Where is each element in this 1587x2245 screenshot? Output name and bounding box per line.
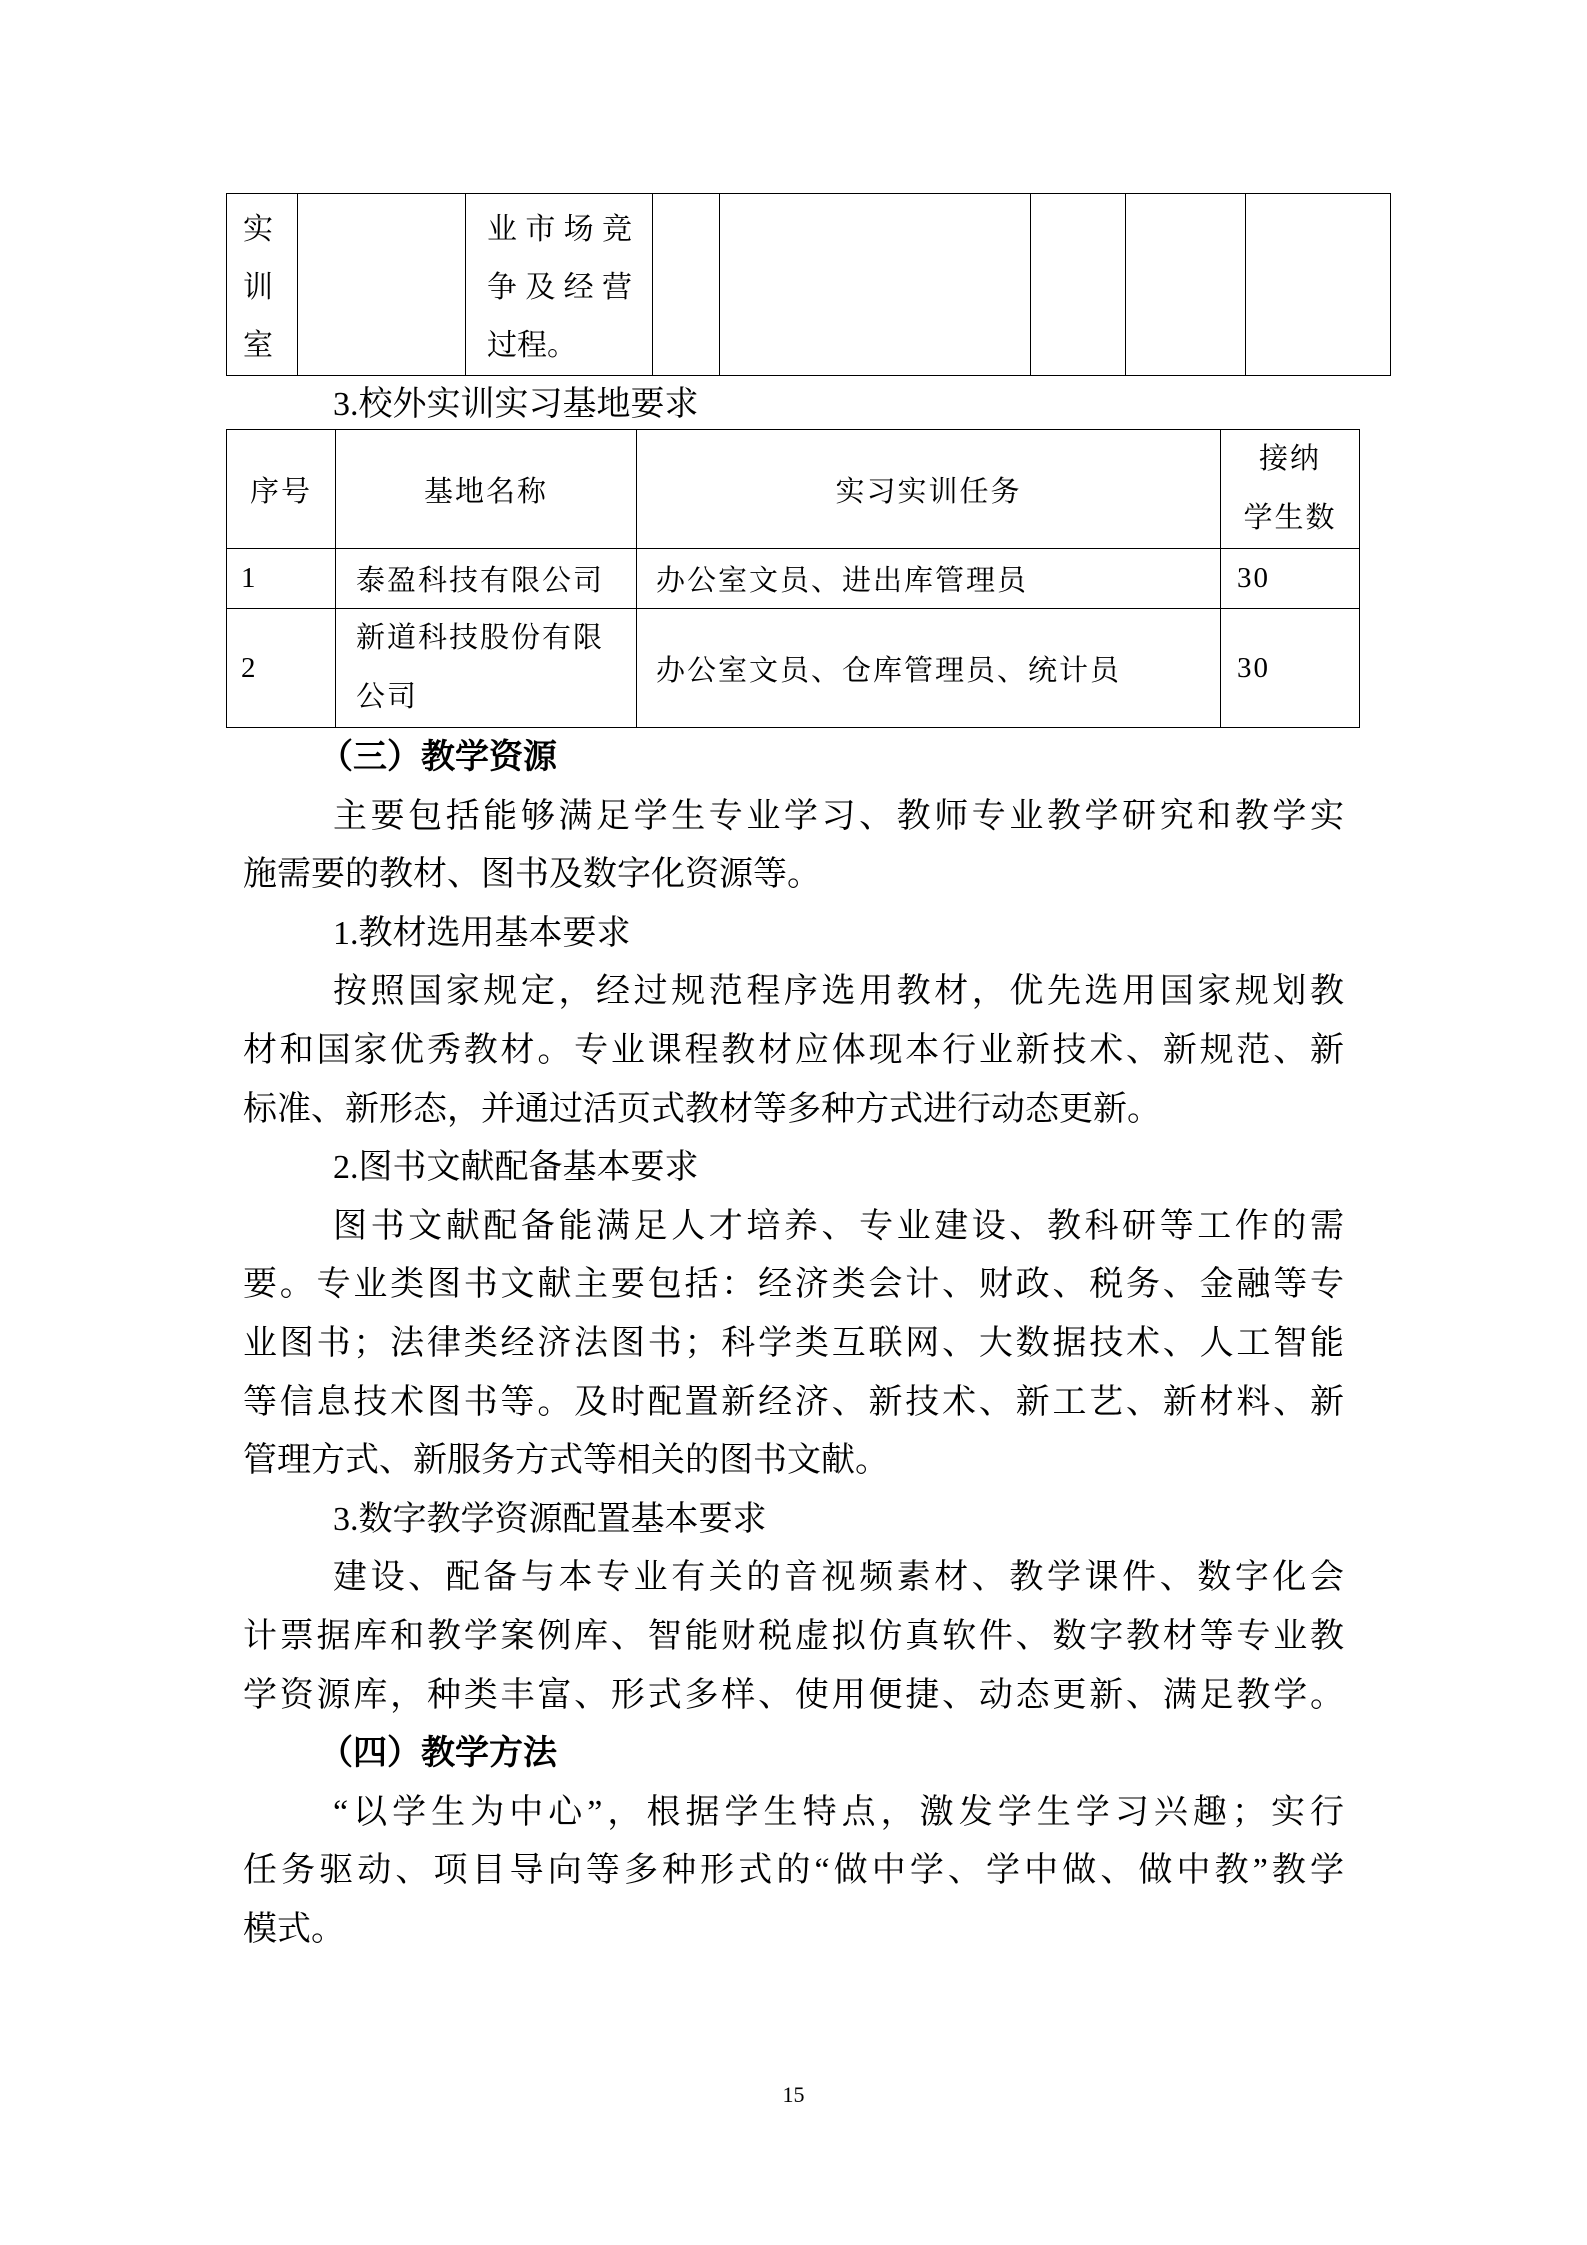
table-row: [227, 609, 1360, 728]
table-cell-empty: [653, 194, 720, 376]
section-heading: （四）教学方法: [319, 1735, 557, 1773]
cell-capacity: 30: [1221, 549, 1360, 609]
cell-task: 办公室文员、仓库管理员、统计员: [637, 609, 1221, 728]
header-capacity-line: 学生数: [1243, 502, 1337, 534]
table-cell-description: [466, 194, 653, 376]
subsection-title: 2.图书文献配备基本要求: [333, 1149, 699, 1187]
paragraph-line: 学资源库，种类丰富、形式多样、使用便捷、动态更新、满足教学。: [243, 1676, 1344, 1714]
body-text: [243, 729, 1344, 1959]
cell-text-line: 争及经营: [487, 271, 632, 304]
table-row: [227, 194, 1391, 376]
paragraph-line: 材和国家优秀教材。专业课程教材应体现本行业新技术、新规范、新: [243, 1031, 1344, 1069]
table-cell-empty: [298, 194, 466, 376]
subsection-title: 1.教材选用基本要求: [333, 914, 631, 952]
cell-text-line: 泰盈科技有限公司: [356, 565, 605, 597]
table-cell-empty: [1031, 194, 1126, 376]
table-row: [227, 549, 1360, 609]
header-capacity-line: 接纳: [1258, 443, 1321, 475]
off-campus-base-table: [226, 429, 1360, 728]
section-subtitle: 3.校外实训实习基地要求: [333, 386, 699, 423]
cell-task: 办公室文员、进出库管理员: [637, 549, 1221, 609]
paragraph-line: 建设、配备与本专业有关的音视频素材、教学课件、数字化会: [333, 1559, 1344, 1597]
paragraph-line: 图书文献配备能满足人才培养、专业建设、教科研等工作的需: [333, 1207, 1344, 1245]
header-task: 实习实训任务: [637, 430, 1221, 549]
table-cell-room-type: [227, 194, 298, 376]
header-base-name: 基地名称: [336, 430, 637, 549]
cell-text-line: 新道科技股份有限: [356, 622, 605, 654]
page-number: 15: [782, 2082, 805, 2107]
paragraph-line: 主要包括能够满足学生专业学习、教师专业教学研究和教学实: [333, 797, 1344, 835]
table-cell-empty: [1126, 194, 1246, 376]
cell-index: 2: [227, 609, 336, 728]
section-heading: （三）教学资源: [319, 739, 557, 776]
subsection-title: 3.数字教学资源配置基本要求: [333, 1500, 767, 1538]
paragraph-line: 计票据库和教学案例库、智能财税虚拟仿真软件、数字教材等专业教: [243, 1617, 1344, 1655]
cell-text-line: 实: [243, 213, 273, 246]
paragraph-line: 标准、新形态，并通过活页式教材等多种方式进行动态更新。: [243, 1090, 1161, 1128]
cell-text-line: 业市场竞: [487, 213, 632, 246]
header-capacity: [1221, 430, 1360, 549]
paragraph-line: 模式。: [243, 1910, 345, 1948]
paragraph-line: 任务驱动、项目导向等多种形式的“做中学、学中做、做中教”教学: [243, 1852, 1344, 1890]
cell-base-name: [336, 549, 637, 609]
paragraph-line: 要。专业类图书文献主要包括：经济类会计、财政、税务、金融等专: [243, 1266, 1344, 1304]
table-cell-empty: [720, 194, 1031, 376]
training-room-table-continued: [226, 193, 1391, 376]
paragraph-line: “以学生为中心”，根据学生特点，激发学生学习兴趣；实行: [333, 1793, 1344, 1831]
cell-index: 1: [227, 549, 336, 609]
cell-base-name: [336, 609, 637, 728]
paragraph-line: 等信息技术图书等。及时配置新经济、新技术、新工艺、新材料、新: [243, 1383, 1344, 1421]
header-index: 序号: [227, 430, 336, 549]
cell-text-line: 训: [243, 271, 273, 304]
paragraph-line: 施需要的教材、图书及数字化资源等。: [243, 856, 821, 894]
table-header-row: [227, 430, 1360, 549]
paragraph-line: 按照国家规定，经过规范程序选用教材，优先选用国家规划教: [333, 973, 1344, 1011]
cell-text-line: 室: [243, 329, 273, 362]
paragraph-line: 业图书；法律类经济法图书；科学类互联网、大数据技术、人工智能: [243, 1324, 1344, 1362]
paragraph-line: 管理方式、新服务方式等相关的图书文献。: [243, 1442, 889, 1480]
cell-text-line: 公司: [356, 681, 419, 713]
cell-capacity: 30: [1221, 609, 1360, 728]
cell-text-line: 过程。: [487, 329, 577, 362]
table-cell-empty: [1246, 194, 1391, 376]
